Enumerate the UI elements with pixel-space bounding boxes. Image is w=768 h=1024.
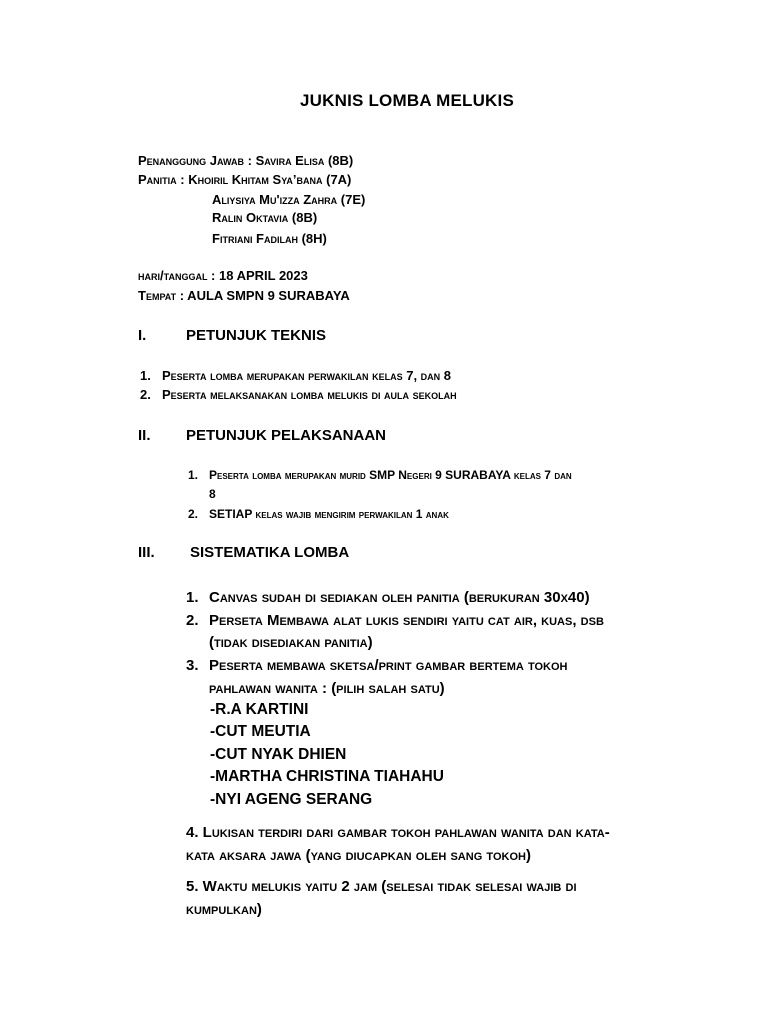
list-item: 5. Waktu melukis yaitu 2 jam (selesai tidak selesai wajib di	[186, 878, 577, 895]
list-item: SETIAP kelas wajib mengirim perwakilan 1 anak	[209, 507, 449, 521]
list-item: Perseta Membawa alat lukis sendiri yaitu cat air, kuas, dsb	[209, 612, 604, 629]
list-item-continuation: pahlawan wanita : (pilih salah satu)	[209, 680, 445, 697]
section-number: I.	[138, 327, 147, 344]
hero-option: -NYI AGENG SERANG	[210, 791, 373, 808]
list-item-continuation: 8	[209, 487, 216, 501]
list-item: Peserta membawa sketsa/print gambar bertema tokoh	[209, 657, 568, 674]
document-title: JUKNIS LOMBA MELUKIS	[300, 91, 514, 110]
list-number: 2.	[188, 507, 199, 521]
list-item: Peserta lomba merupakan murid SMP Negeri 9 SURABAYA kelas 7 dan	[209, 468, 572, 482]
list-number: 1.	[188, 468, 199, 482]
hero-option: -R.A KARTINI	[210, 701, 309, 718]
list-number: 1.	[140, 368, 151, 383]
list-item: 4. Lukisan terdiri dari gambar tokoh pahlawan wanita dan kata-	[186, 824, 610, 841]
hero-option: -CUT NYAK DHIEN	[210, 746, 347, 763]
list-number: 1.	[186, 589, 199, 606]
list-item: Peserta lomba merupakan perwakilan kelas 7, dan 8	[162, 368, 452, 383]
panitia-member: Aliysiya Mu'izza Zahra (7E)	[212, 192, 366, 207]
list-item-continuation: (tidak disediakan panitia)	[209, 634, 373, 651]
list-item: Canvas sudah di sediakan oleh panitia (berukuran 30x40)	[209, 589, 590, 606]
section-heading: PETUNJUK TEKNIS	[186, 327, 327, 344]
event-place: Tempat : AULA SMPN 9 SURABAYA	[138, 288, 350, 303]
list-number: 2.	[186, 612, 199, 629]
event-date: hari/tanggal : 18 APRIL 2023	[138, 268, 308, 283]
list-item-continuation: kumpulkan)	[186, 901, 262, 918]
panitia-member: Ralin Oktavia (8B)	[212, 210, 318, 225]
penanggung-jawab: Penanggung Jawab : Savira Elisa (8B)	[138, 153, 354, 168]
hero-option: -CUT MEUTIA	[210, 723, 311, 740]
list-number: 3.	[186, 657, 199, 674]
list-item: Peserta melaksanakan lomba melukis di aula sekolah	[162, 387, 457, 402]
list-number: 2.	[140, 387, 151, 402]
section-number: II.	[138, 427, 151, 444]
section-heading: SISTEMATIKA LOMBA	[190, 544, 350, 561]
section-number: III.	[138, 544, 155, 561]
section-heading: PETUNJUK PELAKSANAAN	[186, 427, 387, 444]
panitia-member: Fitriani Fadilah (8H)	[212, 231, 327, 246]
list-item-continuation: kata aksara jawa (yang diucapkan oleh sang tokoh)	[186, 847, 531, 864]
panitia-line: Panitia : Khoiril Khitam Sya’bana (7A)	[138, 172, 352, 187]
hero-option: -MARTHA CHRISTINA TIAHAHU	[210, 768, 444, 785]
